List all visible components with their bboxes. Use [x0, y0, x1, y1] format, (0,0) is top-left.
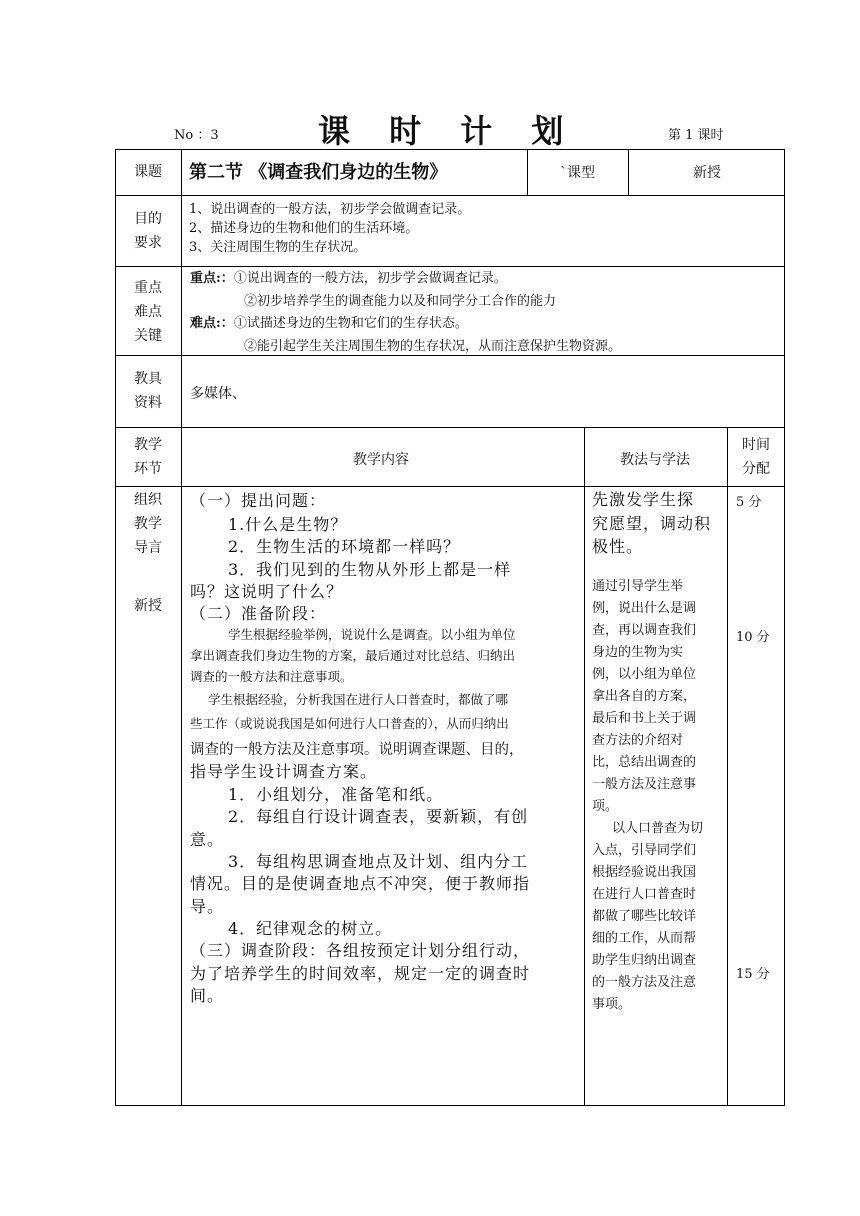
content-line: 导。: [190, 897, 225, 916]
content-line: 间。: [190, 986, 225, 1005]
content-line: 2．每组自行设计调查表，要新颖，有创: [228, 807, 529, 826]
content-line: 情况。目的是使调查地点不冲突，便于教师指: [190, 874, 531, 893]
stage-label: 教学 环节: [134, 437, 162, 477]
time-value: 10 分: [736, 630, 770, 645]
page-title: 课 时 计 划: [318, 112, 578, 150]
lesson-number: No ：3: [174, 128, 219, 143]
column-divider: [584, 427, 585, 1106]
topic-title: 第二节 《调查我们身边的生物》: [189, 162, 448, 183]
materials-label: 教具 资料: [134, 371, 162, 411]
content-line: 意。: [190, 830, 225, 849]
topic-label: 课题: [134, 164, 162, 180]
content-line: （三）调查阶段：各组按预定计划分组行动，: [190, 941, 531, 960]
difficulty-line: ①试描述身边的生物和它们的生存状态。: [233, 316, 468, 331]
key-points-label: 重点 难点 关键: [134, 280, 162, 344]
stage-label-item: 导言: [134, 540, 162, 556]
lesson-type-value: 新授: [693, 165, 721, 181]
content-line: 学生根据经验举例，说说什么是调查。以小组为单位: [228, 627, 516, 642]
difficulty-line: ②能引起学生关注周围生物的生存状况，从而注意保护生物资源。: [244, 338, 622, 354]
content-line: 1.什么是生物？: [228, 515, 348, 534]
lesson-type-label: `课型: [560, 165, 595, 181]
content-line: 1．小组划分，准备笔和纸。: [228, 785, 444, 804]
row-divider: [115, 486, 785, 487]
content-line: 3．每组构思调查地点及计划、组内分工: [228, 852, 529, 871]
content-line: 2．生物生活的环境都一样吗？: [228, 537, 461, 556]
stage-label-item: 新授: [134, 598, 162, 614]
method-intro: 先激发学生探 究愿望，调动积 极性。: [592, 490, 712, 556]
content-line: 4．纪律观念的树立。: [228, 919, 393, 938]
objective-line: 2、描述身边的生物和他们的生活环境。: [189, 221, 419, 236]
time-value: 5 分: [736, 495, 762, 510]
row-divider: [115, 195, 785, 196]
stage-labels: [115, 488, 181, 618]
content-line: （二）准备阶段：: [190, 604, 327, 623]
difficulty-label: 难点:：: [190, 316, 234, 331]
content-line: 调查的一般方法和注意事项。: [190, 669, 353, 684]
row-divider: [115, 266, 785, 267]
content-line: 为了培养学生的时间效率，规定一定的调查时: [190, 964, 531, 983]
content-line: 3．我们见到的生物从外形上都是一样: [228, 560, 512, 579]
content-line: 指导学生设计调查方案。: [190, 762, 378, 781]
key-point-line: ②初步培养学生的调查能力以及和同学分工合作的能力: [244, 293, 557, 309]
objective-line: 1、说出调查的一般方法，初步学会做调查记录。: [189, 202, 471, 217]
content-line: 调查的一般方法及注意事项。说明调查课题、目的，: [190, 742, 524, 758]
stage-label-item: 教学: [134, 516, 162, 532]
column-divider: [181, 149, 182, 1106]
objectives-text: [189, 200, 470, 257]
column-divider: [527, 149, 528, 195]
objective-line: 3、关注周围生物的生存状况。: [189, 240, 367, 255]
stage-label-item: 组织: [134, 492, 162, 508]
column-divider: [727, 427, 728, 1106]
time-value: 15 分: [736, 967, 770, 982]
time-header: 时间 分配: [742, 437, 770, 477]
lesson-period: 第 1 课时: [668, 128, 724, 143]
materials-value: 多媒体、: [190, 386, 246, 402]
key-point-line: ①说出调查的一般方法，初步学会做调查记录。: [233, 271, 507, 286]
content-line: （一）提出问题：: [190, 491, 327, 510]
column-divider: [628, 149, 629, 195]
content-line: 学生根据经验，分析我国在进行人口普查时，都做了哪: [208, 692, 509, 707]
method-header: 教法与学法: [620, 452, 690, 468]
key-label: 重点:：: [190, 271, 234, 286]
content-line: 拿出调查我们身边生物的方案，最后通过对比总结、归纳出: [190, 648, 516, 663]
content-line: 些工作（或说说我国是如何进行人口普查的），从而归纳出: [190, 716, 509, 731]
key-points-text: [190, 268, 621, 358]
content-header: 教学内容: [353, 452, 409, 468]
content-line: 吗？这说明了什么？: [190, 582, 344, 601]
method-detail: 通过引导学生举 例，说出什么是调 查，再以调查我们 身边的生物为实 例，以小组为单位 拿出各自的方案， 最后和书上关于调 查方法的介绍对 比，总结出调查的 一般方法及注意事 项。 以人口普查为切 入点，引导同学们 根据经验说出我国 在进行人口普查时 都做了哪些比较详 细的工作，从而帮 助学生归纳出调查 的一般方法及注意 事项。: [592, 579, 704, 1012]
objectives-label: 目的 要求: [134, 211, 162, 251]
row-divider: [115, 427, 785, 428]
